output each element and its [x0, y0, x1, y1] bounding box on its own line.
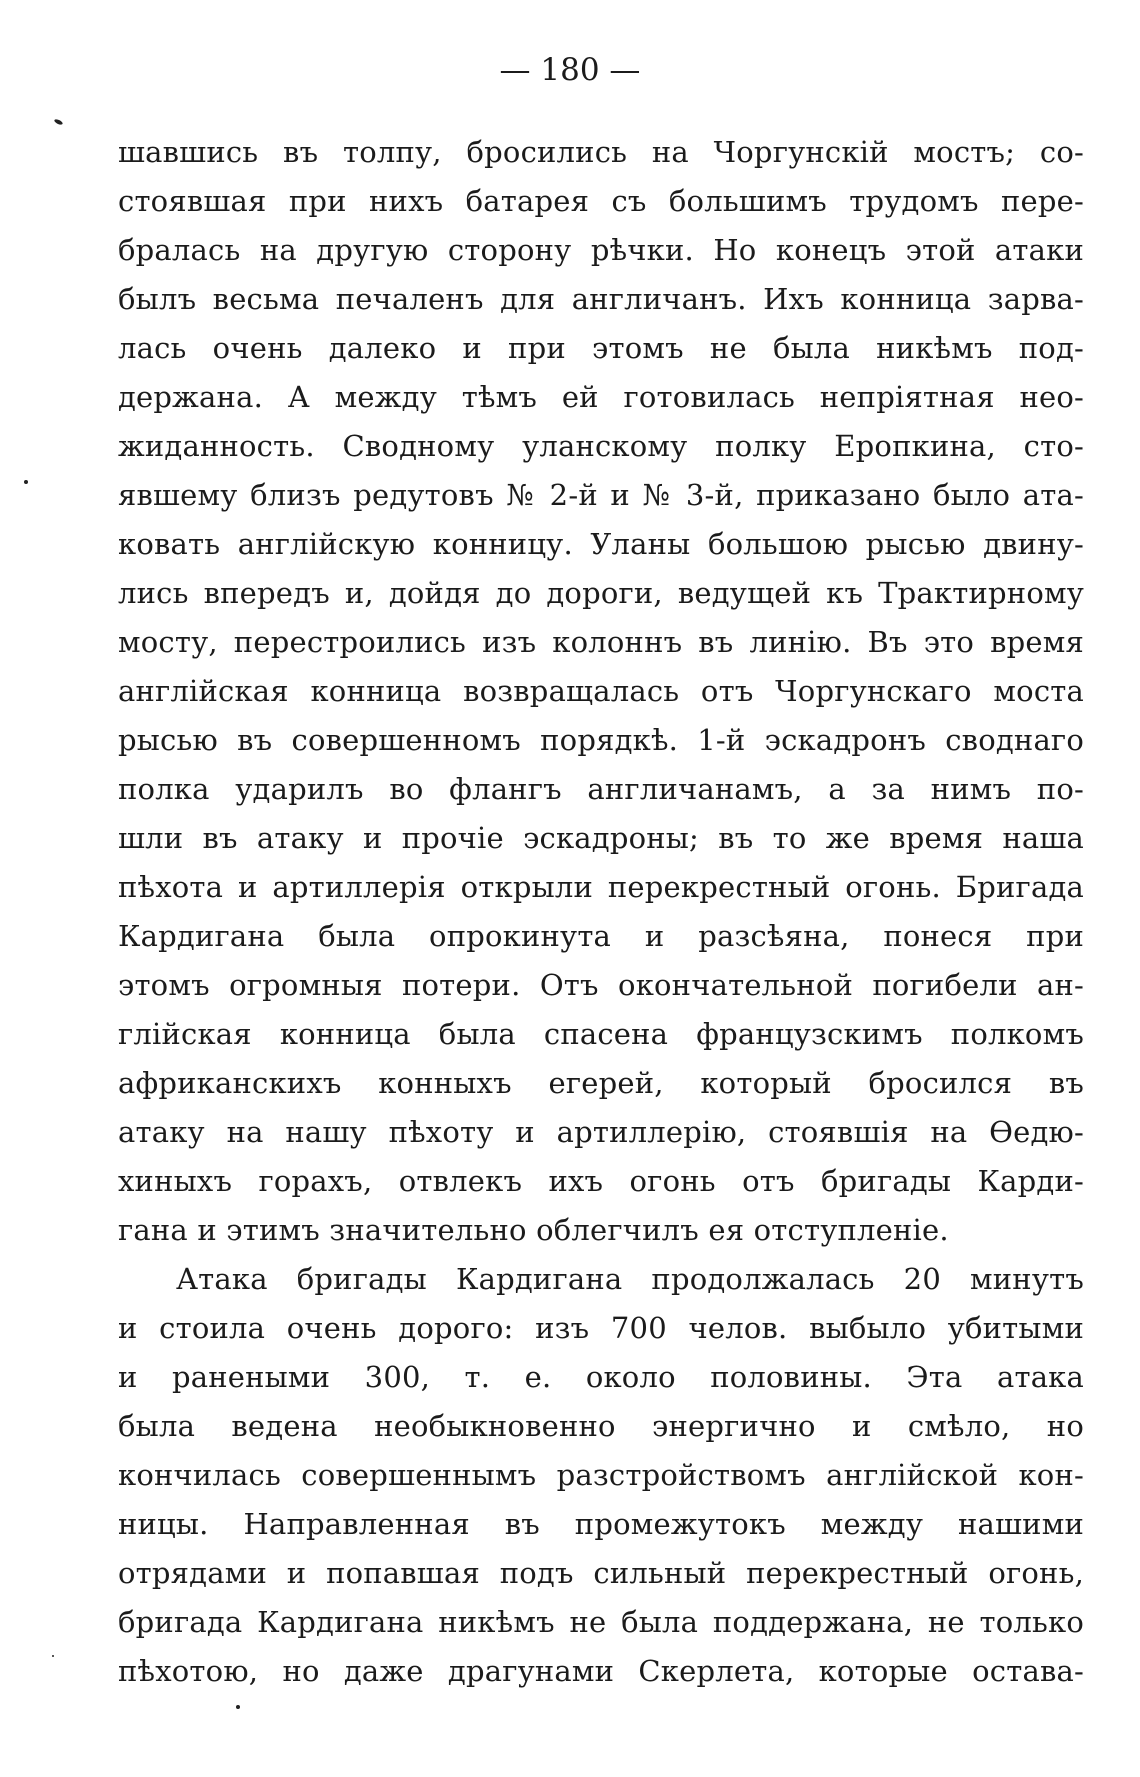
scan-speck [24, 480, 28, 484]
text-line: лась очень далеко и при этомъ не была никѣмъ под- [118, 331, 1084, 365]
text-line: ницы. Направленная въ промежутокъ между нашими [118, 1507, 1084, 1541]
scan-speck [52, 1655, 54, 1657]
text-line: кончилась совершеннымъ разстройствомъ англійской кон- [118, 1458, 1084, 1492]
text-line: была ведена необыкновенно энергично и смѣло, но [118, 1409, 1084, 1443]
text-line: жиданность. Сводному уланскому полку Еропкина, сто- [118, 429, 1084, 463]
text-line: Атака бригады Кардигана продолжалась 20 минутъ [176, 1262, 1084, 1296]
text-line: явшему близъ редутовъ № 2-й и № 3-й, приказано было ата- [118, 478, 1084, 512]
text-line: африканскихъ конныхъ егерей, который бросился въ [118, 1066, 1084, 1100]
scan-speck [236, 1705, 240, 1709]
text-line: шли въ атаку и прочіе эскадроны; въ то же время наша [118, 821, 1084, 855]
text-line: и стоила очень дорого: изъ 700 челов. выбыло убитыми [118, 1311, 1084, 1345]
text-line: атаку на нашу пѣхоту и артиллерію, стоявшія на Ѳедю- [118, 1115, 1084, 1149]
text-line: полка ударилъ во флангъ англичанамъ, а за нимъ по- [118, 772, 1084, 806]
text-line: рысью въ совершенномъ порядкѣ. 1-й эскадронъ своднаго [118, 723, 1084, 757]
body-text [118, 128, 1084, 1696]
page-number: — 180 — [499, 52, 641, 88]
text-line: англійская конница возвращалась отъ Чоргунскаго моста [118, 674, 1084, 708]
paragraph-2 [118, 1255, 1084, 1696]
text-line: пѣхота и артиллерія открыли перекрестный огонь. Бригада [118, 870, 1084, 904]
text-line: глійская конница была спасена французскимъ полкомъ [118, 1017, 1084, 1051]
text-line: шавшись въ толпу, бросились на Чоргунскій мостъ; со- [118, 135, 1084, 169]
text-line: Кардигана была опрокинута и разсѣяна, понеся при [118, 919, 1084, 953]
text-line: лись впередъ и, дойдя до дороги, ведущей къ Трактирному [118, 576, 1084, 610]
text-line: бралась на другую сторону рѣчки. Но конецъ этой атаки [118, 233, 1084, 267]
text-line: хиныхъ горахъ, отвлекъ ихъ огонь отъ бригады Карди- [118, 1164, 1084, 1198]
text-line: ковать англійскую конницу. Уланы большою рысью двину- [118, 527, 1084, 561]
scan-speck [54, 118, 64, 125]
text-line: стоявшая при нихъ батарея съ большимъ трудомъ пере- [118, 184, 1084, 218]
text-line: былъ весьма печаленъ для англичанъ. Ихъ конница зарва- [118, 282, 1084, 316]
text-line: гана и этимъ значительно облегчилъ ея отступленіе. [118, 1213, 949, 1247]
text-line: отрядами и попавшая подъ сильный перекрестный огонь, [118, 1556, 1084, 1590]
text-line: держана. А между тѣмъ ей готовилась непріятная нео- [118, 380, 1084, 414]
text-line: и ранеными 300, т. е. около половины. Эта атака [118, 1360, 1084, 1394]
text-line: мосту, перестроились изъ колоннъ въ линію. Въ это время [118, 625, 1084, 659]
paragraph-1 [118, 128, 1084, 1255]
text-line: бригада Кардигана никѣмъ не была поддержана, не только [118, 1605, 1084, 1639]
text-line: пѣхотою, но даже драгунами Скерлета, которые остава- [118, 1654, 1084, 1688]
text-line: этомъ огромныя потери. Отъ окончательной погибели ан- [118, 968, 1084, 1002]
